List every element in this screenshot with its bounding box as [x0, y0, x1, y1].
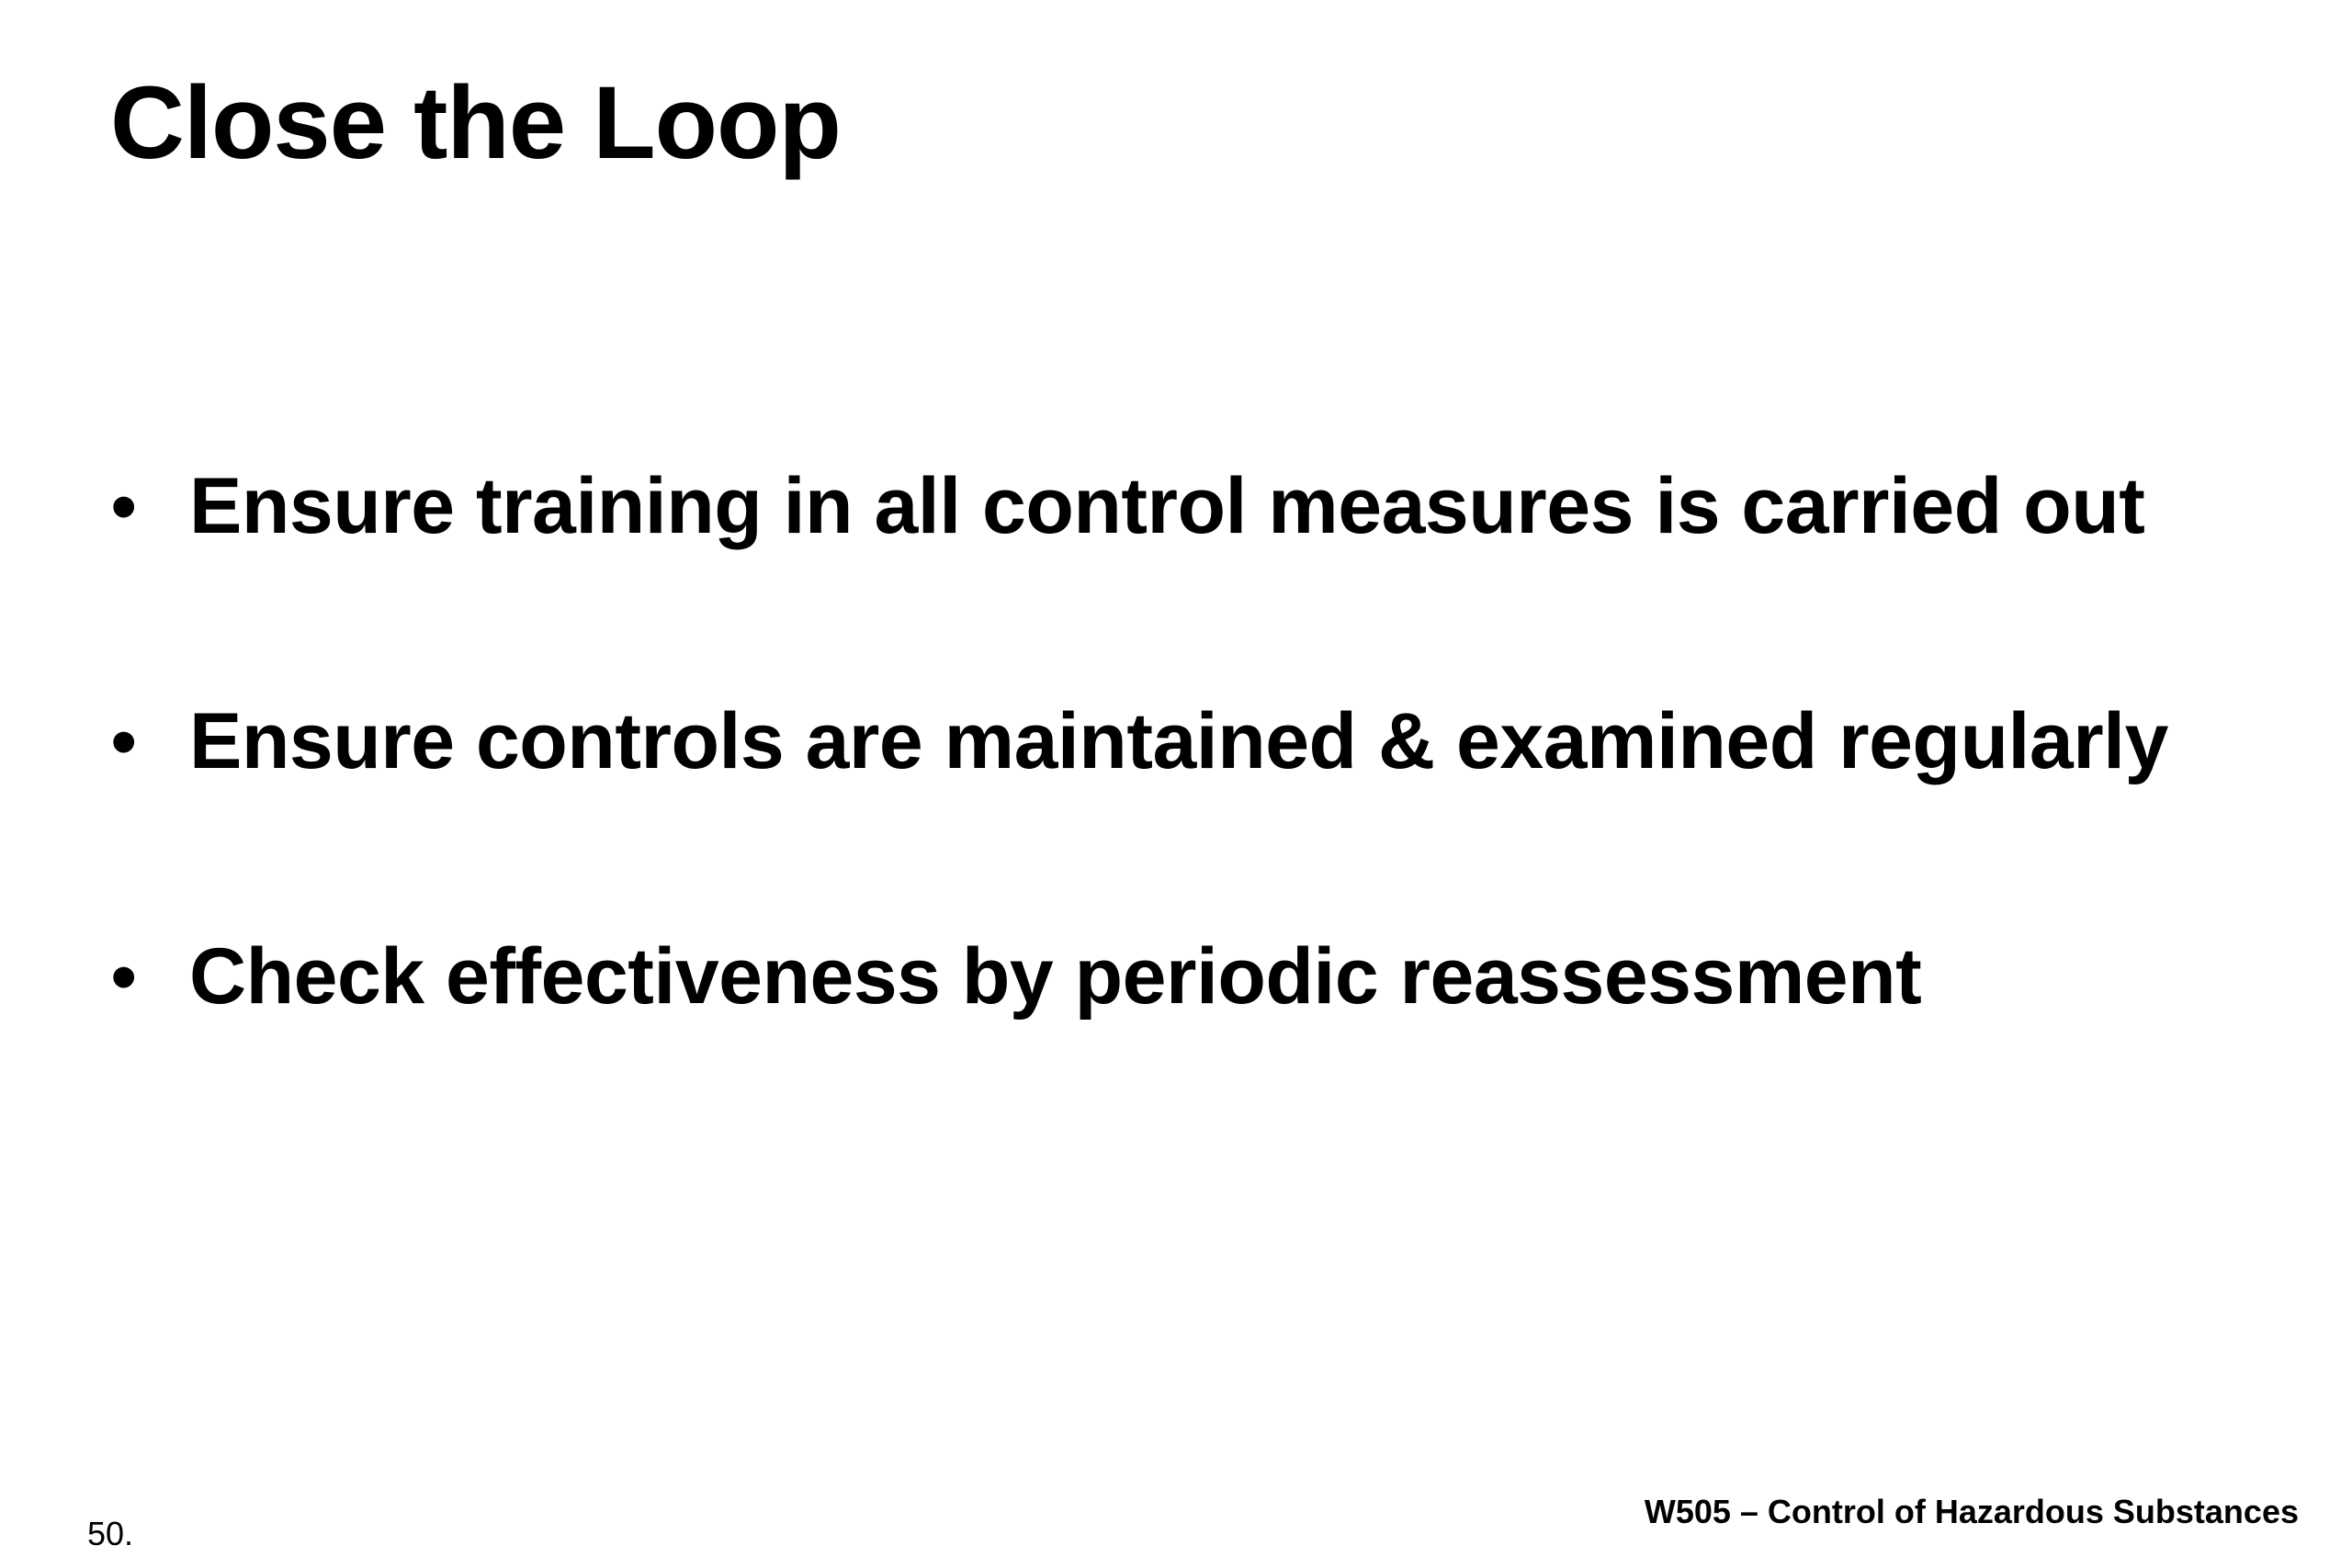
bullet-icon: • [110, 463, 138, 549]
bullet-item [110, 683, 2168, 919]
bullet-text: Ensure training in all control measures is carried out [189, 462, 2145, 550]
bullet-list [110, 448, 2168, 1154]
bullet-text: Ensure controls are maintained & examined regularly [189, 697, 2168, 785]
bullet-item [110, 919, 2168, 1154]
bullet-item [110, 448, 2168, 683]
footer-course-title: W505 – Control of Hazardous Substances [1644, 1493, 2299, 1530]
bullet-icon: • [110, 698, 138, 784]
bullet-icon: • [110, 933, 138, 1020]
page-number: 50. [87, 1515, 134, 1552]
slide-title: Close the Loop [110, 65, 841, 180]
bullet-text: Check effectiveness by periodic reassessment [189, 932, 1922, 1021]
